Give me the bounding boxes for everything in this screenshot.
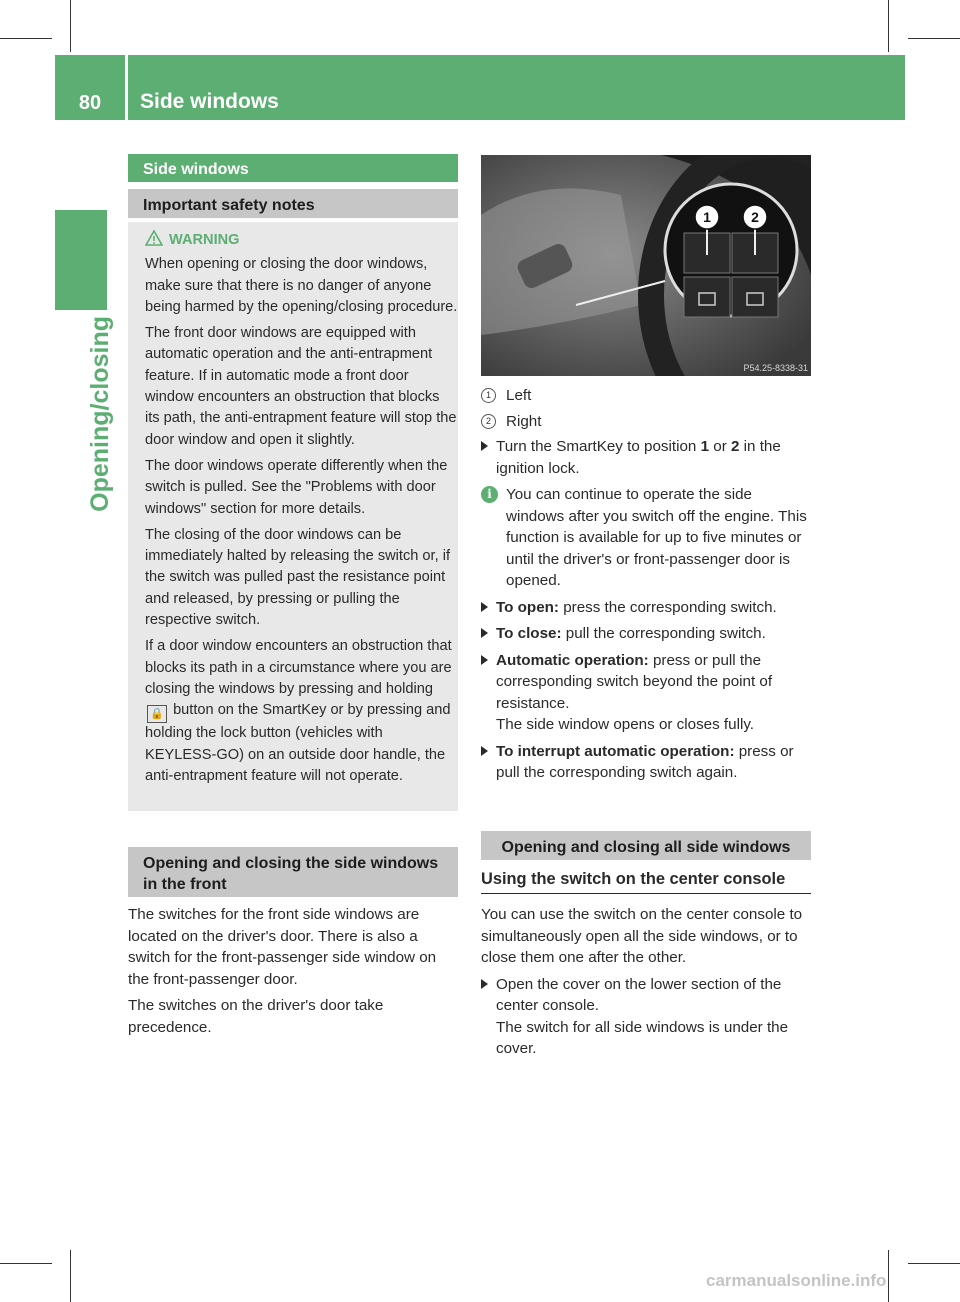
legend-item (481, 385, 813, 407)
all-windows-heading: Opening and closing all side windows (481, 831, 811, 860)
warning-box (128, 222, 458, 811)
crop-mark (908, 38, 960, 39)
position-1: 1 (700, 438, 710, 455)
warning-paragraph: The closing of the door windows can be immediately halted by releasing the switch or, if the switch was pulled past the resistance point and released, by pressing or pulling the respective switch. (145, 526, 450, 629)
center-text-block (481, 904, 813, 1065)
warning-paragraph: The front door windows are equipped with automatic operation and the anti-entrapment feature. If in automatic mode a front door window encounters an obstruction that blocks its path, the anti-entrapment feature will stop the door window and open it slightly. (145, 325, 457, 448)
step-open (481, 597, 813, 619)
step-key: To close: (496, 625, 562, 642)
crop-mark (888, 1250, 889, 1302)
info-text: You can continue to operate the side windows after you switch off the engine. This function is available for up to five minutes or until the driver's or front-passenger door is opened. (506, 486, 807, 589)
front-text-block (128, 904, 458, 1038)
warning-paragraph: When opening or closing the door windows, make sure that there is no danger of anyone being harmed by the opening/closing procedure. (145, 256, 458, 315)
step-key: To open: (496, 598, 559, 616)
step-result: The switch for all side windows is under the cover. (496, 1018, 789, 1057)
header-divider (125, 55, 128, 120)
step-close (481, 623, 813, 645)
crop-mark (0, 38, 52, 39)
step-text: Turn the SmartKey to position (496, 438, 701, 455)
page-title: Side windows (140, 90, 279, 113)
side-tab-label: Opening/closing (86, 316, 114, 512)
warning-text: button on the SmartKey or by pressing and holding the lock button (vehicles with KEYLESS-GO) on an outside door handle, the anti-entrapment feature will not operate. (145, 702, 451, 784)
warning-triangle-icon (145, 230, 163, 246)
step-arrow-icon (481, 746, 488, 756)
step-arrow-icon (481, 441, 488, 451)
body-paragraph: You can use the switch on the center console to simultaneously open all the side windows, or to close them one after the other. (481, 906, 803, 966)
step-arrow-icon (481, 602, 488, 612)
crop-mark (70, 0, 71, 52)
step-turn-key (481, 436, 813, 479)
info-icon: i (481, 486, 498, 503)
step-key: To interrupt automatic operation: (496, 742, 735, 760)
warning-text: If a door window encounters an obstruction that blocks its path in a circumstance where you are closing the windows by pressing and holding (145, 638, 452, 697)
callout-1-label: 1 (703, 209, 711, 225)
crop-mark (888, 0, 889, 52)
warning-paragraph: The door windows operate differently when the switch is pulled. See the "Problems with door windows" section for more details. (145, 457, 448, 517)
crop-mark (0, 1263, 52, 1264)
step-automatic (481, 650, 813, 736)
step-arrow-icon (481, 628, 488, 638)
subsection-heading: Important safety notes (128, 189, 458, 218)
callout-2-label: 2 (751, 209, 759, 225)
image-code: P54.25-8338-31 (743, 363, 808, 373)
warning-title: WARNING (169, 232, 240, 248)
warning-paragraph-last (145, 636, 458, 787)
step-text: Open the cover on the lower section of the center console. (496, 975, 782, 1014)
step-text: in the ignition lock. (496, 438, 781, 477)
step-text: pull the corresponding switch. (561, 625, 766, 642)
legend-number: 2 (481, 414, 496, 429)
body-paragraph: The switches on the driver's door take precedence. (128, 997, 384, 1036)
step-open-cover (481, 974, 813, 1060)
side-tab-block (55, 210, 107, 310)
position-2: 2 (730, 438, 740, 455)
photo-illustration (481, 155, 811, 376)
steering-wheel-photo (481, 155, 811, 376)
body-paragraph: The switches for the front side windows are located on the driver's door. There is also a switch for the front-passenger side window on the front-passenger door. (128, 906, 437, 988)
legend-label: Left (506, 387, 532, 404)
lock-button-icon: 🔒 (147, 705, 167, 723)
watermark: carmanualsonline.info (706, 1271, 887, 1290)
section-heading: Side windows (128, 154, 458, 182)
step-text: or (709, 438, 731, 455)
right-text-block (481, 385, 813, 789)
warning-header (145, 230, 458, 251)
legend-number: 1 (481, 388, 496, 403)
step-text: press or pull the corresponding switch again. (496, 742, 794, 781)
front-windows-heading: Opening and closing the side windows in the front (128, 847, 458, 897)
center-console-heading: Using the switch on the center console (481, 870, 811, 894)
step-result: The side window opens or closes fully. (496, 716, 755, 733)
crop-mark (908, 1263, 960, 1264)
step-key: Automatic operation: (496, 651, 649, 669)
page-number: 80 (78, 92, 102, 114)
step-interrupt (481, 741, 813, 784)
step-text: press or pull the corresponding switch beyond the point of resistance. (496, 651, 773, 712)
step-text: press the corresponding switch. (558, 598, 777, 616)
crop-mark (70, 1250, 71, 1302)
legend-label: Right (506, 412, 542, 430)
info-note (481, 484, 813, 592)
step-arrow-icon (481, 655, 488, 665)
legend-item (481, 411, 813, 433)
step-arrow-icon (481, 979, 488, 989)
